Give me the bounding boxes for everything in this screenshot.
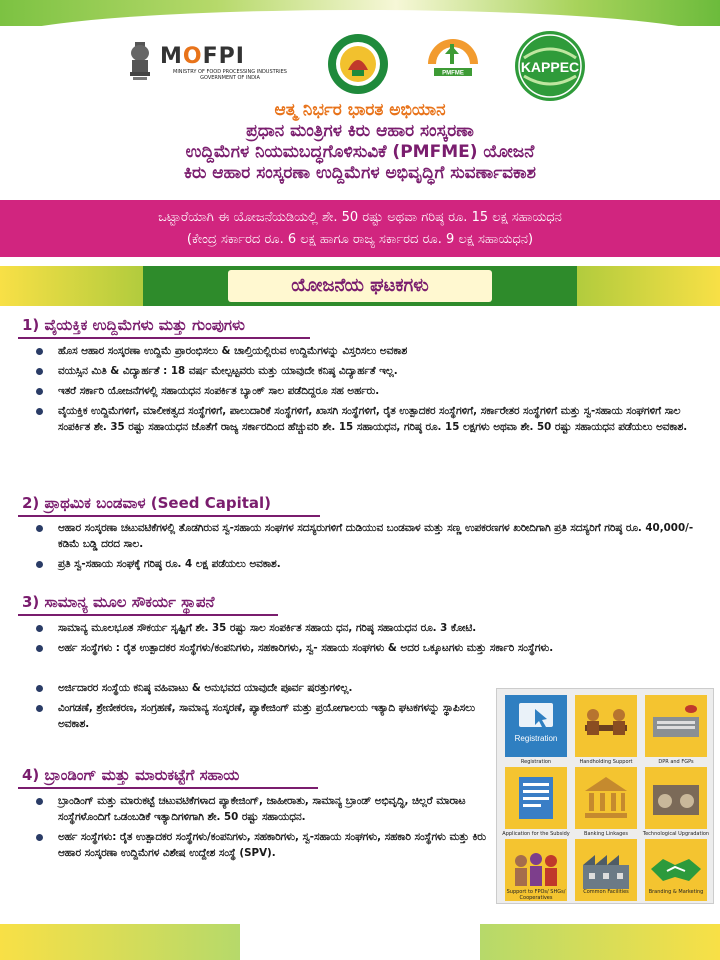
keyboard-icon	[645, 695, 707, 757]
bottom-seg-3	[480, 924, 720, 960]
pmfme-logo-icon	[420, 28, 486, 92]
subsidy-banner-line-1: ಒಟ್ಟಾರೆಯಾಗಿ ಈ ಯೋಜನೆಯಡಿಯಲ್ಲಿ ಶೇ. 50 ರಷ್ಟು ಅಥವಾ ಗರಿಷ್ಠ ರೂ. 15 ಲಕ್ಷ ಸಹಾಯಧನ	[158, 210, 562, 225]
section-1-underline	[18, 337, 310, 339]
section-2-heading-kn: 2) ಪ್ರಾಥಮಿಕ ಬಂಡವಾಳ	[22, 494, 151, 512]
bullet-dot	[36, 408, 43, 415]
components-title-bar	[0, 266, 720, 306]
section-3-underline	[18, 614, 278, 616]
list-item: ಆಹಾರ ಸಂಸ್ಕರಣಾ ಚಟುವಟಿಕೆಗಳಲ್ಲಿ ತೊಡಗಿರುವ ಸ್ವ-ಸಹಾಯ ಸಂಘಗಳ ಸದಸ್ಯರುಗಳಿಗೆ ದುಡಿಯುವ ಬಂಡವಾಳ ಮತ್ತು ಸಣ್ಣ ಉಪಕರಣಗಳ ಖರೀದಿಗಾಗಿ ಪ್ರತಿ ಸದಸ್ಯರಿಗೆ ಗರಿಷ್ಠ ರೂ. 40,000/- ಕಡಿಮೆ ಬಡ್ಡಿ ದರದ ಸಾಲ.	[36, 520, 700, 552]
subsidy-banner	[0, 200, 720, 257]
headline-line-1: ಆತ್ಮ ನಿರ್ಭರ ಭಾರತ ಅಭಿಯಾನ	[274, 100, 446, 120]
bottom-seg-1	[0, 924, 240, 960]
tile-caption: Handholding Support	[579, 759, 633, 765]
tile-caption: Branding & Marketing	[648, 889, 704, 895]
stripe-left	[0, 266, 160, 306]
application-form-icon	[505, 767, 567, 829]
section-4-list	[36, 793, 490, 865]
section-4-heading: 4) ಬ್ರಾಂಡಿಂಗ್ ಮತ್ತು ಮಾರುಕಟ್ಟೆಗೆ ಸಹಾಯ	[22, 766, 240, 784]
bullet-dot	[36, 645, 43, 652]
list-item: ಅರ್ಜಿದಾರರ ಸಂಸ್ಥೆಯ ಕನಿಷ್ಠ ವಹಿವಾಟು & ಅನುಭವದ ಯಾವುದೇ ಪೂರ್ವ ಷರತ್ತುಗಳಿಲ್ಲ.	[36, 680, 490, 696]
section-3-list-b	[36, 680, 490, 736]
section-2-heading-en: (Seed Capital)	[150, 494, 272, 512]
bullet-dot	[36, 685, 43, 692]
tile-caption: Registration	[520, 759, 552, 765]
tile-caption: Common Facilities	[583, 889, 629, 895]
logo-strip	[0, 28, 720, 92]
list-item: ಹೊಸ ಆಹಾರ ಸಂಸ್ಕರಣಾ ಉದ್ದಿಮೆ ಪ್ರಾರಂಭಿಸಲು & ಚಾಲ್ತಿಯಲ್ಲಿರುವ ಉದ್ದಿಮೆಗಳನ್ನು ವಿಸ್ತರಿಸಲು ಅವಕಾಶ	[36, 343, 700, 359]
list-item: ಅರ್ಹ ಸಂಸ್ಥೆಗಳು: ರೈತ ಉತ್ಪಾದಕರ ಸಂಸ್ಥೆಗಳು/ಕಂಪನಿಗಳು, ಸಹಕಾರಿಗಳು, ಸ್ವ-ಸಹಾಯ ಸಂಘಗಳು, ಸಹಕಾರಿ ಸಂಸ್ಥೆಗಳು ಮತ್ತು ಕಿರು ಆಹಾರ ಸಂಸ್ಕರಣಾ ಉದ್ದಿಮೆಗಳ ವಿಶೇಷ ಉದ್ದೇಶ ಸಂಸ್ಥೆ (SPV).	[36, 829, 490, 861]
section-3-heading: 3) ಸಾಮಾನ್ಯ ಮೂಲ ಸೌಕರ್ಯ ಸ್ಥಾಪನೆ	[22, 593, 215, 611]
list-item: ಸಾಮಾನ್ಯ ಮೂಲಭೂತ ಸೌಕರ್ಯ ಸೃಷ್ಟಿಗೆ ಶೇ. 35 ರಷ್ಟು ಸಾಲ ಸಂಪರ್ಕಿತ ಸಹಾಯ ಧನ, ಗರಿಷ್ಠ ಸಹಾಯಧನ ರೂ. 3 ಕೋಟಿ.	[36, 620, 700, 636]
section-2-underline	[18, 515, 320, 517]
registration-icon	[505, 695, 567, 757]
list-item: ಇತರೆ ಸರ್ಕಾರಿ ಯೋಜನೆಗಳಲ್ಲಿ ಸಹಾಯಧನ ಸಂಪರ್ಕಿತ ಬ್ಯಾಂಕ್ ಸಾಲ ಪಡೆದಿದ್ದರೂ ಸಹ ಅರ್ಹರು.	[36, 383, 700, 399]
section-1-heading: 1) ವೈಯಕ್ತಿಕ ಉದ್ದಿಮೆಗಳು ಮತ್ತು ಗುಂಪುಗಳು	[22, 316, 245, 334]
bullet-dot	[36, 525, 43, 532]
tile-caption: Support to FPOs/ SHGs/ Cooperatives	[506, 889, 566, 901]
tile-caption: Banking Linkages	[584, 831, 628, 837]
bank-icon	[575, 767, 637, 829]
section-2-heading	[22, 494, 271, 512]
bullet-dot	[36, 625, 43, 632]
national-emblem-icon	[127, 40, 153, 82]
tile-caption: Technological Upgradation	[642, 831, 710, 837]
meeting-icon	[575, 695, 637, 757]
section-3-list-a	[36, 620, 700, 660]
bullet-dot	[36, 705, 43, 712]
headline-line-2: ಪ್ರಧಾನ ಮಂತ್ರಿಗಳ ಕಿರು ಆಹಾರ ಸಂಸ್ಕರಣಾ	[246, 121, 474, 141]
kappec-logo-icon	[504, 28, 596, 104]
list-item: ಬ್ರಾಂಡಿಂಗ್ ಮತ್ತು ಮಾರುಕಟ್ಟೆ ಚಟುವಟಿಕೆಗಳಾದ ಪ್ಯಾಕೇಜಿಂಗ್, ಜಾಹೀರಾತು, ಸಾಮಾನ್ಯ ಬ್ರಾಂಡ್ ಅಭಿವೃದ್ಧಿ, ಚಿಲ್ಲರೆ ಮಾರಾಟ ಸಂಸ್ಥೆಗಳೊಂದಿಗೆ ಒಡಂಬಡಿಕೆ ಇತ್ಯಾದಿಗಳಿಗಾಗಿ ಶೇ. 50 ರಷ್ಟು ಸಹಾಯಧನ.	[36, 793, 490, 825]
bullet-dot	[36, 561, 43, 568]
svg-text:Registration: Registration	[514, 734, 558, 743]
headline-line-4: ಕಿರು ಆಹಾರ ಸಂಸ್ಕರಣಾ ಉದ್ದಿಮೆಗಳ ಅಭಿವೃದ್ಧಿಗೆ ಸುವರ್ಣಾವಕಾಶ	[184, 163, 536, 183]
list-item: ವಿಂಗಡಣೆ, ಶ್ರೇಣೀಕರಣ, ಸಂಗ್ರಹಣೆ, ಸಾಮಾನ್ಯ ಸಂಸ್ಕರಣೆ, ಪ್ಯಾಕೇಜಿಂಗ್ ಮತ್ತು ಪ್ರಯೋಗಾಲಯ ಇತ್ಯಾದಿ ಘಟಕಗಳನ್ನು ಸ್ಥಾಪಿಸಲು ಅವಕಾಶ.	[36, 700, 490, 732]
mofpi-ministry-name: MINISTRY OF FOOD PROCESSING INDUSTRIES	[173, 69, 287, 75]
section-4-underline	[18, 787, 318, 789]
machinery-icon	[645, 767, 707, 829]
bullet-dot	[36, 834, 43, 841]
scheme-features-image	[496, 688, 714, 904]
list-item: ವಯಸ್ಸಿನ ಮಿತಿ & ವಿದ್ಯಾರ್ಹತೆ : 18 ವರ್ಷ ಮೇಲ್ಪಟ್ಟವರು ಮತ್ತು ಯಾವುದೇ ಕನಿಷ್ಠ ವಿದ್ಯಾರ್ಹತೆ ಇಲ್ಲ.	[36, 363, 700, 379]
bottom-decor-bar	[0, 924, 720, 960]
tile-caption: Application for the Subsidy	[502, 831, 570, 837]
bullet-dot	[36, 368, 43, 375]
mofpi-government-name: GOVERNMENT OF INDIA	[200, 75, 260, 81]
dpr-tile	[645, 695, 707, 757]
headline-line-3: ಉದ್ದಿಮೆಗಳ ನಿಯಮಬದ್ಧಗೊಳಿಸುವಿಕೆ (PMFME) ಯೋಜನೆ	[185, 142, 535, 162]
technology-tile	[645, 767, 707, 829]
headline-block	[0, 100, 720, 184]
karnataka-seal-icon	[326, 32, 390, 96]
svg-text:KAPPEC: KAPPEC	[520, 59, 580, 75]
tile-caption: DPR and FGPs	[658, 759, 694, 765]
bullet-dot	[36, 388, 43, 395]
registration-tile	[505, 695, 567, 757]
subsidy-tile	[505, 767, 567, 829]
bullet-dot	[36, 348, 43, 355]
mofpi-wordmark: MOFPI	[160, 44, 245, 69]
stripe-right	[560, 266, 720, 306]
section-2-list	[36, 520, 700, 576]
banking-tile	[575, 767, 637, 829]
bottom-seg-2	[240, 924, 480, 960]
bullet-dot	[36, 798, 43, 805]
subsidy-banner-line-2: (ಕೇಂದ್ರ ಸರ್ಕಾರದ ರೂ. 6 ಲಕ್ಷ ಹಾಗೂ ರಾಜ್ಯ ಸರ್ಕಾರದ ರೂ. 9 ಲಕ್ಷ ಸಹಾಯಧನ)	[186, 232, 534, 247]
components-title: ಯೋಜನೆಯ ಘಟಕಗಳು	[228, 270, 492, 302]
section-1-list	[36, 343, 700, 439]
list-item: ವೈಯಕ್ತಿಕ ಉದ್ದಿಮೆಗಳಿಗೆ, ಮಾಲೀಕತ್ವದ ಸಂಸ್ಥೆಗಳಿಗೆ, ಪಾಲುದಾರಿಕೆ ಸಂಸ್ಥೆಗಳಿಗೆ, ಖಾಸಗಿ ಸಂಸ್ಥೆಗಳಿಗೆ, ರೈತ ಉತ್ಪಾದಕರ ಸಂಸ್ಥೆಗಳಿಗೆ, ಸರ್ಕಾರೇತರ ಸಂಸ್ಥೆಗಳಿಗೆ ಮತ್ತು ಸ್ವ-ಸಹಾಯ ಸಂಘಗಳಿಗೆ ಸಾಲ ಸಂಪರ್ಕಿತ ಶೇ. 35 ರಷ್ಟು ಸಹಾಯಧನ ಜೊತೆಗೆ ರಾಜ್ಯ ಸರ್ಕಾರದಿಂದ ಹೆಚ್ಚುವರಿ ಶೇ. 15 ಸಹಾಯಧನ, ಗರಿಷ್ಠ ರೂ. 15 ಲಕ್ಷಗಳು ಅಥವಾ ಶೇ. 50 ರಷ್ಟು ಸಹಾಯಧನ ಪಡೆಯಲು ಅವಕಾಶ.	[36, 403, 700, 435]
svg-text:PMFME: PMFME	[442, 70, 464, 77]
list-item: ಅರ್ಹ ಸಂಸ್ಥೆಗಳು : ರೈತ ಉತ್ಪಾದಕರ ಸಂಸ್ಥೆಗಳು/ಕಂಪನಿಗಳು, ಸಹಕಾರಿಗಳು, ಸ್ವ- ಸಹಾಯ ಸಂಘಗಳು & ಅದರ ಒಕ್ಕೂಟಗಳು ಮತ್ತು ಸರ್ಕಾರಿ ಸಂಸ್ಥೆಗಳು.	[36, 640, 700, 656]
list-item: ಪ್ರತಿ ಸ್ವ-ಸಹಾಯ ಸಂಘಕ್ಕೆ ಗರಿಷ್ಠ ರೂ. 4 ಲಕ್ಷ ಪಡೆಯಲು ಅವಕಾಶ.	[36, 556, 700, 572]
handholding-tile	[575, 695, 637, 757]
mofpi-logo	[160, 44, 300, 81]
